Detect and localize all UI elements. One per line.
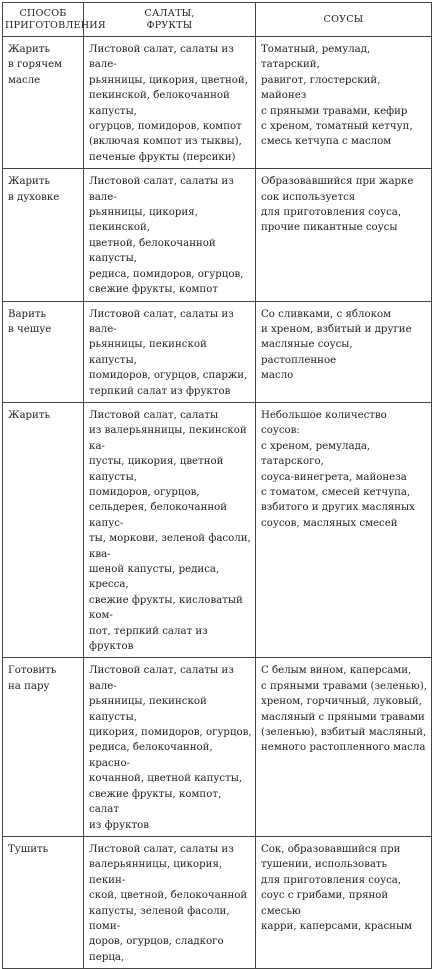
row-sauces: Томатный, ремулад, татарский, равигот, глостерский, майонез с пряными травами, кефир с хреном, томатный кетчуп, смесь кетчупа с маслом xyxy=(256,37,432,169)
row-salads: Листовой салат, салаты из валерьянницы, цикория, пекин- ской, цветной, белокочанной капусты, зеленой фасоли, поми- доров, огурцов, сладкого перца, xyxy=(84,836,256,968)
header-method: СПОСОБ ПРИГОТОВЛЕНИЯ xyxy=(3,3,84,37)
row-method: Варить в чешуе xyxy=(3,301,84,402)
row-sauces: Небольшое количество соусов: с хреном, ремулада, татарского, соуса-винегрета, майонеза с томатом, смесей кетчупа, взбитого и других масляных соусов, масляных смесей xyxy=(256,402,432,658)
table-row xyxy=(3,402,432,658)
header-sauces: СОУСЫ xyxy=(256,3,432,37)
row-method: Тушить xyxy=(3,836,84,968)
table-row xyxy=(3,169,432,301)
row-method: Жарить xyxy=(3,402,84,658)
row-salads: Листовой салат, салаты из вале- рьянницы, пекинской капусты, помидоров, огурцов, спаржи, терпкий салат из фруктов xyxy=(84,301,256,402)
table-row xyxy=(3,37,432,169)
header-row xyxy=(3,3,432,37)
row-salads: Листовой салат, салаты из вале- рьянницы, пекинской капусты, цикория, помидоров, огурцов, редиса, белокочанной, красно- кочанной, цветной капусты, свежие фрукты, компот, салат из фруктов xyxy=(84,658,256,836)
row-method: Жарить в горячем масле xyxy=(3,37,84,169)
table-row xyxy=(3,301,432,402)
table-row xyxy=(3,658,432,836)
row-sauces: Образовавшийся при жарке сок используется для приготовления соуса, прочие пикантные соусы xyxy=(256,169,432,301)
row-method: Готовить на пару xyxy=(3,658,84,836)
row-sauces: С белым вином, каперсами, с пряными травами (зеленью), хреном, горчичный, луковый, масляный с пряными травами (зеленью), взбитый масляный, немного растопленного масла xyxy=(256,658,432,836)
row-salads: Листовой салат, салаты из вале- рьянницы, цикория, пекинской, цветной, белокочанной капусты, редиса, помидоров, огурцов, свежие фрукты, компот xyxy=(84,169,256,301)
row-sauces: Сок, образовавшийся при тушении, использовать для приготовления соуса, соус с грибами, пряной смесью карри, каперсами, красным xyxy=(256,836,432,968)
row-salads: Листовой салат, салаты из вале- рьянницы, цикория, цветной, пекинской, белокочанной капусты, огурцов, помидоров, компот (включая компот из тыквы), печеные фрукты (персики) xyxy=(84,37,256,169)
row-sauces: Со сливками, с яблоком и хреном, взбитый и другие масляные соусы, растопленное масло xyxy=(256,301,432,402)
row-method: Жарить в духовке xyxy=(3,169,84,301)
header-salads: САЛАТЫ, ФРУКТЫ xyxy=(84,3,256,37)
row-salads: Листовой салат, салаты из валерьянницы, пекинской ка- пусты, цикория, цветной капусты, помидоров, огурцов, сельдерея, белокочанной капус- ты, моркови, зеленой фасоли, ква- шеной капусты, редиса, кресса, свежие фрукты, кисловатый ком- пот, терпкий салат из фруктов xyxy=(84,402,256,658)
cooking-table xyxy=(2,2,432,969)
table-row xyxy=(3,836,432,968)
